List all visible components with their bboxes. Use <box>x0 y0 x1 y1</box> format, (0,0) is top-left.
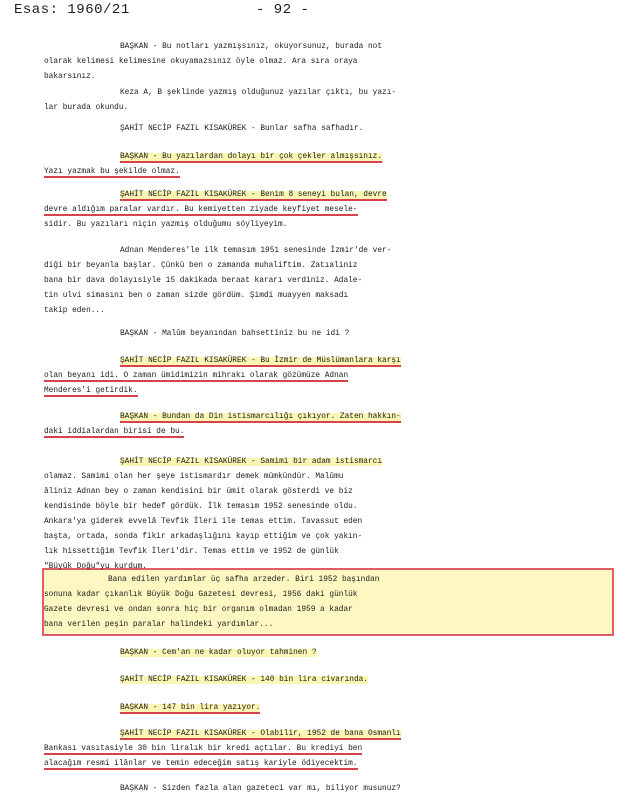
transcript-line: bakarsınız. <box>44 73 96 81</box>
transcript-paragraph <box>44 573 624 633</box>
highlighted-line: ŞAHİT NECİP FAZIL KISAKÜREK - Benim 8 seneyi bulan, devre <box>120 191 387 199</box>
transcript-paragraph <box>44 646 624 661</box>
highlighted-line: BAŞKAN - 147 bin lira yazıyor. <box>120 704 261 712</box>
case-number: Esas: 1960/21 <box>14 2 130 18</box>
transcript-line: lık hissettiğim Tevfik İleri'dir. Temas ettim ve 1952 de günlük <box>44 548 339 556</box>
underlined-line: Bankası vasıtasiyle 30 bin liralık bir kredi açtılar. Bu krediyi ben <box>44 745 363 753</box>
transcript-line: lar burada okundu. <box>44 104 129 112</box>
underlined-line: alacağım resmi ilânlar ve temin edeceğim satış kariyle ödiyecektim. <box>44 760 358 768</box>
underlined-line: Menderes'i getirdik. <box>44 387 138 395</box>
transcript-line: bana verilen peşin paralar halindeki yardımlar... <box>44 621 274 629</box>
transcript-line <box>44 369 624 384</box>
transcript-line: "Büyük Doğu"yu kurdum. <box>44 563 147 571</box>
transcript-line: kendisinde böyle bir hedef gördük. İlk temasım 1952 senesinde oldu. <box>44 503 358 511</box>
transcript-line: Ankara'ya giderek evvelâ Tevfik İleri ile temas ettim. Tavassut eden <box>44 518 363 526</box>
transcript-line: BAŞKAN - Sizden fazla alan gazeteci var mı, biliyor musunuz? <box>120 785 401 793</box>
transcript-line: sidir. Bu yazıları niçin yazmış olduğumu söyliyeyim. <box>44 221 288 229</box>
highlighted-line: BAŞKAN - Cem'an ne kadar oluyor tahminen ? <box>120 649 317 657</box>
transcript-paragraph <box>44 727 624 772</box>
transcript-line: sonuna kadar çıkanlık Büyük Doğu Gazetesi devresi, 1956 daki günlük <box>44 591 358 599</box>
transcript-line <box>44 150 624 165</box>
transcript-line: olamaz. Samimi olan her şeye istismardır demek mümkündür. Malûmu <box>44 473 344 481</box>
transcript-line: âliniz Adnan bey o zaman kendisini bir ümit olarak gösterdi ve biz <box>44 488 353 496</box>
transcript-line <box>44 425 624 440</box>
transcript-line: Bana edilen yardımlar üç safha arzeder. Biri 1952 başından <box>108 576 380 584</box>
underlined-line: daki iddialardan birisi de bu. <box>44 428 185 436</box>
highlighted-line: BAŞKAN - Bundan da Din istismarcılığı çıkıyor. Zaten hakkın- <box>120 413 401 421</box>
transcript-line: takip eden... <box>44 307 105 315</box>
transcript-line <box>44 742 624 757</box>
transcript-paragraph <box>44 244 624 319</box>
transcript-paragraph <box>44 40 624 85</box>
transcript-line <box>44 354 624 369</box>
highlighted-line: ŞAHİT NECİP FAZIL KISAKÜREK - Bu İzmir de Müslümanlara karşı <box>120 357 401 365</box>
transcript-line: tin ulvi simasını ben o zaman sizde gördüm. Şimdi muayyen maksadı <box>44 292 349 300</box>
transcript-line <box>44 384 624 399</box>
transcript-paragraph <box>44 150 624 180</box>
page-header <box>0 2 640 22</box>
transcript-paragraph <box>44 701 624 716</box>
transcript-line: Keza A, B şeklinde yazmış olduğunuz yazılar çıktı, bu yazı- <box>120 89 397 97</box>
transcript-line: ŞAHİT NECİP FAZIL KISAKÜREK - Bunlar safha safhadır. <box>120 125 364 133</box>
transcript-line <box>44 701 624 716</box>
transcript-line <box>44 757 624 772</box>
transcript-line <box>44 455 624 470</box>
transcript-paragraph <box>44 327 624 342</box>
transcript-line <box>44 165 624 180</box>
highlighted-line: ŞAHİT NECİP FAZIL KISAKÜREK - 140 bin lira civarında. <box>120 676 368 684</box>
highlighted-line: BAŞKAN - Bu yazılardan dolayı bir çok çekler almışsınız. <box>120 153 383 161</box>
transcript-line: başta, ortada, sonda fikir arkadaşlığını kayıp ettiğim ve çok yakın- <box>44 533 363 541</box>
transcript-paragraph <box>44 86 624 116</box>
page-number: - 92 - <box>256 2 310 18</box>
transcript-paragraph <box>44 188 624 233</box>
transcript-line: diği bir beyanla başlar. Çünkü ben o zamanda muhaliftim. Zatıaliniz <box>44 262 358 270</box>
highlighted-line: ŞAHİT NECİP FAZIL KISAKÜREK - Olabilir, 1952 de bana Osmanlı <box>120 730 401 738</box>
transcript-line: BAŞKAN - Malûm beyanından bahsettiniz bu ne idi ? <box>120 330 350 338</box>
transcript-line: Gazete devresi ve ondan sonra hiç bir organım olmadan 1959 a kadar <box>44 606 353 614</box>
transcript-line <box>44 410 624 425</box>
transcript-paragraph <box>44 410 624 440</box>
transcript-line <box>44 673 624 688</box>
transcript-line <box>44 727 624 742</box>
transcript-line <box>44 646 624 661</box>
transcript-paragraph <box>44 354 624 399</box>
underlined-line: devre aldığım paralar vardır. Bu kemiyetten ziyade keyfiyet mesele- <box>44 206 358 214</box>
transcript-line <box>44 188 624 203</box>
underlined-line: Yazı yazmak bu şekilde olmaz. <box>44 168 180 176</box>
underlined-line: olan beyanı idi. O zaman ümidimizin mihrakı olarak gözümüze Adnan <box>44 372 349 380</box>
transcript-line: bana bir dava dolayısiyle 15 dakikada beraat kararı verdiniz. Adale- <box>44 277 363 285</box>
transcript-line: olarak kelimesi kelimesine okuyamazsınız öyle olmaz. Ara sıra oraya <box>44 58 358 66</box>
transcript-line <box>44 203 624 218</box>
highlighted-line: ŞAHİT NECİP FAZIL KISAKÜREK - Samimi bir adam istismarcı <box>120 458 383 466</box>
transcript-line: Adnan Menderes'le ilk temasım 1951 senesinde İzmir'de ver- <box>120 247 392 255</box>
transcript-line: BAŞKAN - Bu notları yazmışsınız, okuyorsunuz, burada not <box>120 43 383 51</box>
transcript-paragraph <box>44 782 624 797</box>
transcript-paragraph <box>44 673 624 688</box>
transcript-paragraph <box>44 122 624 137</box>
transcript-paragraph <box>44 455 624 575</box>
